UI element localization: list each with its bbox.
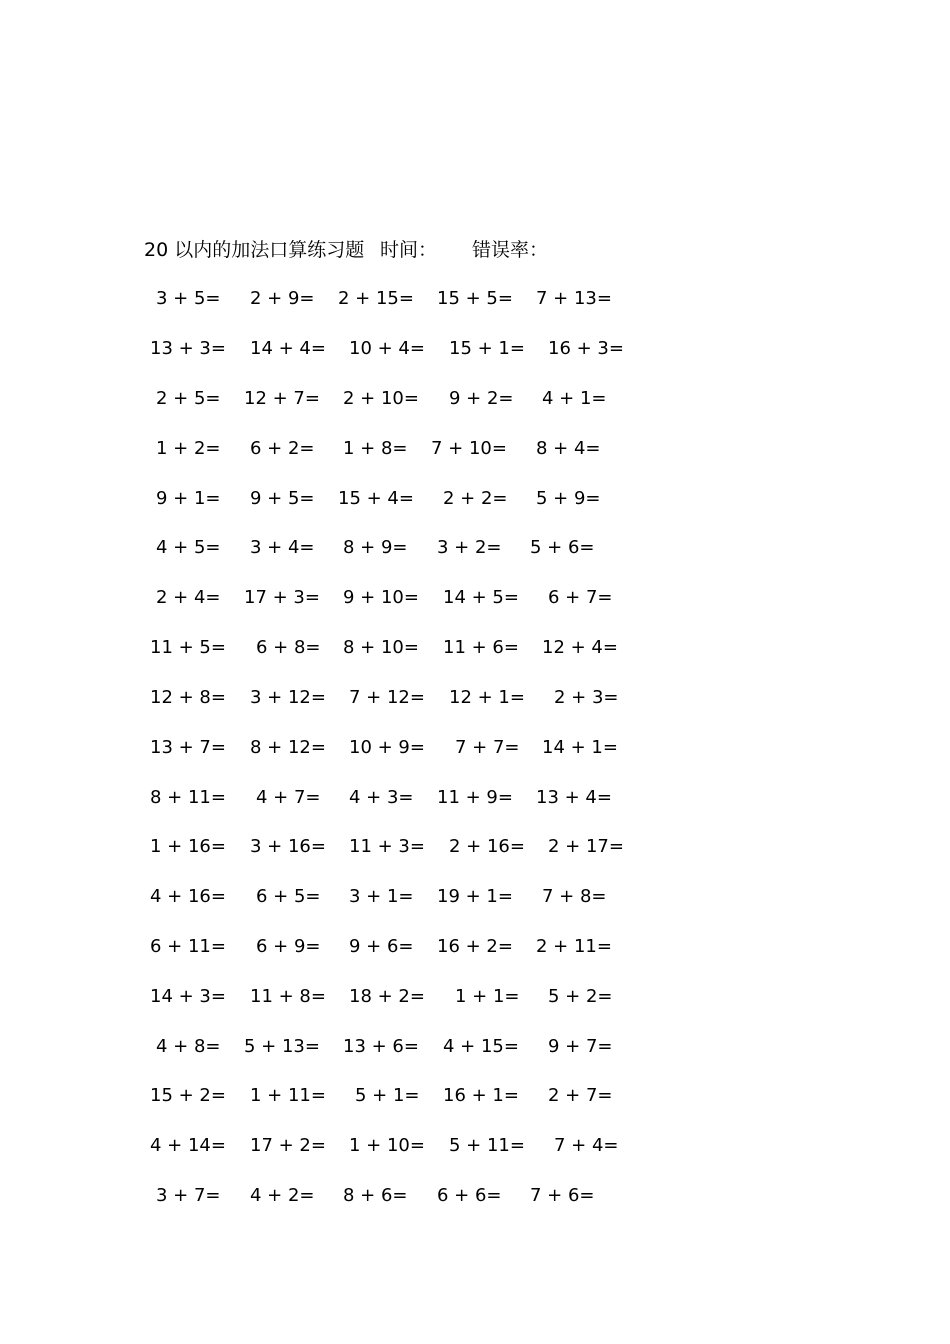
problem-item: 17 + 3= [244,587,320,608]
problem-item: 5 + 1= [355,1085,420,1106]
problem-row [0,832,950,862]
problem-item: 3 + 2= [437,537,502,558]
problem-row [0,882,950,912]
problem-item: 1 + 8= [343,438,408,459]
problem-item: 13 + 7= [150,737,226,758]
problem-item: 3 + 4= [250,537,315,558]
problem-item: 11 + 9= [437,787,513,808]
problem-row [0,583,950,613]
problem-item: 6 + 5= [256,886,321,907]
problem-item: 1 + 11= [250,1085,326,1106]
problem-item: 8 + 6= [343,1185,408,1206]
problem-item: 9 + 5= [250,488,315,509]
problem-item: 12 + 4= [542,637,618,658]
problem-item: 16 + 2= [437,936,513,957]
problem-item: 11 + 6= [443,637,519,658]
problem-item: 9 + 1= [156,488,221,509]
problem-item: 5 + 6= [530,537,595,558]
problem-item: 2 + 17= [548,836,624,857]
problem-item: 6 + 9= [256,936,321,957]
problem-item: 3 + 16= [250,836,326,857]
problem-item: 9 + 7= [548,1036,613,1057]
problem-item: 11 + 3= [349,836,425,857]
problem-item: 14 + 5= [443,587,519,608]
problem-item: 3 + 5= [156,288,221,309]
problem-item: 6 + 2= [250,438,315,459]
problem-item: 8 + 10= [343,637,419,658]
problem-item: 2 + 10= [343,388,419,409]
problem-item: 15 + 2= [150,1085,226,1106]
problem-item: 3 + 12= [250,687,326,708]
problem-item: 4 + 2= [250,1185,315,1206]
problem-item: 4 + 14= [150,1135,226,1156]
problem-row [0,1032,950,1062]
problem-item: 6 + 11= [150,936,226,957]
problem-row [0,384,950,414]
problem-item: 11 + 8= [250,986,326,1007]
problem-row [0,932,950,962]
problem-item: 10 + 4= [349,338,425,359]
problem-item: 7 + 13= [536,288,612,309]
problem-item: 7 + 6= [530,1185,595,1206]
problem-item: 3 + 7= [156,1185,221,1206]
problem-item: 7 + 8= [542,886,607,907]
problem-item: 2 + 16= [449,836,525,857]
problem-item: 10 + 9= [349,737,425,758]
problem-item: 13 + 6= [343,1036,419,1057]
problem-item: 1 + 10= [349,1135,425,1156]
problem-item: 2 + 11= [536,936,612,957]
problem-item: 1 + 2= [156,438,221,459]
problem-item: 6 + 8= [256,637,321,658]
problem-item: 2 + 15= [338,288,414,309]
problem-row [0,434,950,464]
problem-item: 12 + 7= [244,388,320,409]
problem-item: 7 + 10= [431,438,507,459]
problem-item: 4 + 3= [349,787,414,808]
problem-item: 8 + 4= [536,438,601,459]
problem-row [0,484,950,514]
problem-item: 2 + 4= [156,587,221,608]
problem-item: 7 + 7= [455,737,520,758]
problem-row [0,733,950,763]
problem-item: 17 + 2= [250,1135,326,1156]
problem-item: 8 + 12= [250,737,326,758]
problem-item: 15 + 1= [449,338,525,359]
problem-item: 8 + 11= [150,787,226,808]
problem-item: 7 + 4= [554,1135,619,1156]
problem-item: 1 + 16= [150,836,226,857]
problem-row [0,783,950,813]
problem-item: 9 + 2= [449,388,514,409]
problem-item: 14 + 1= [542,737,618,758]
problem-item: 16 + 3= [548,338,624,359]
problem-item: 2 + 2= [443,488,508,509]
problem-item: 16 + 1= [443,1085,519,1106]
problem-item: 5 + 13= [244,1036,320,1057]
time-label: 时间： [380,239,438,261]
problem-item: 5 + 9= [536,488,601,509]
problem-item: 4 + 15= [443,1036,519,1057]
problem-item: 4 + 8= [156,1036,221,1057]
worksheet-title: 20 以内的加法口算练习题 [144,239,365,261]
problem-item: 4 + 16= [150,886,226,907]
problem-item: 3 + 1= [349,886,414,907]
problem-row [0,284,950,314]
error-rate-label: 错误率： [472,239,549,261]
problem-item: 18 + 2= [349,986,425,1007]
problem-row [0,633,950,663]
problem-item: 6 + 7= [548,587,613,608]
problem-item: 2 + 9= [250,288,315,309]
problem-item: 9 + 6= [349,936,414,957]
problem-item: 19 + 1= [437,886,513,907]
problem-row [0,683,950,713]
problem-item: 9 + 10= [343,587,419,608]
problem-item: 4 + 5= [156,537,221,558]
problem-item: 8 + 9= [343,537,408,558]
problem-item: 1 + 1= [455,986,520,1007]
problem-item: 15 + 5= [437,288,513,309]
problem-item: 7 + 12= [349,687,425,708]
problem-row [0,533,950,563]
problem-item: 14 + 3= [150,986,226,1007]
problem-item: 13 + 4= [536,787,612,808]
problem-item: 2 + 7= [548,1085,613,1106]
problem-item: 14 + 4= [250,338,326,359]
problem-row [0,1081,950,1111]
problem-item: 2 + 3= [554,687,619,708]
problem-row [0,334,950,364]
problem-item: 4 + 1= [542,388,607,409]
problem-row [0,1131,950,1161]
problem-item: 15 + 4= [338,488,414,509]
problem-item: 5 + 11= [449,1135,525,1156]
problem-item: 2 + 5= [156,388,221,409]
problem-item: 12 + 8= [150,687,226,708]
problem-item: 5 + 2= [548,986,613,1007]
problem-item: 12 + 1= [449,687,525,708]
problem-row [0,1181,950,1211]
problem-item: 6 + 6= [437,1185,502,1206]
problem-item: 11 + 5= [150,637,226,658]
problem-item: 4 + 7= [256,787,321,808]
problem-item: 13 + 3= [150,338,226,359]
problem-row [0,982,950,1012]
